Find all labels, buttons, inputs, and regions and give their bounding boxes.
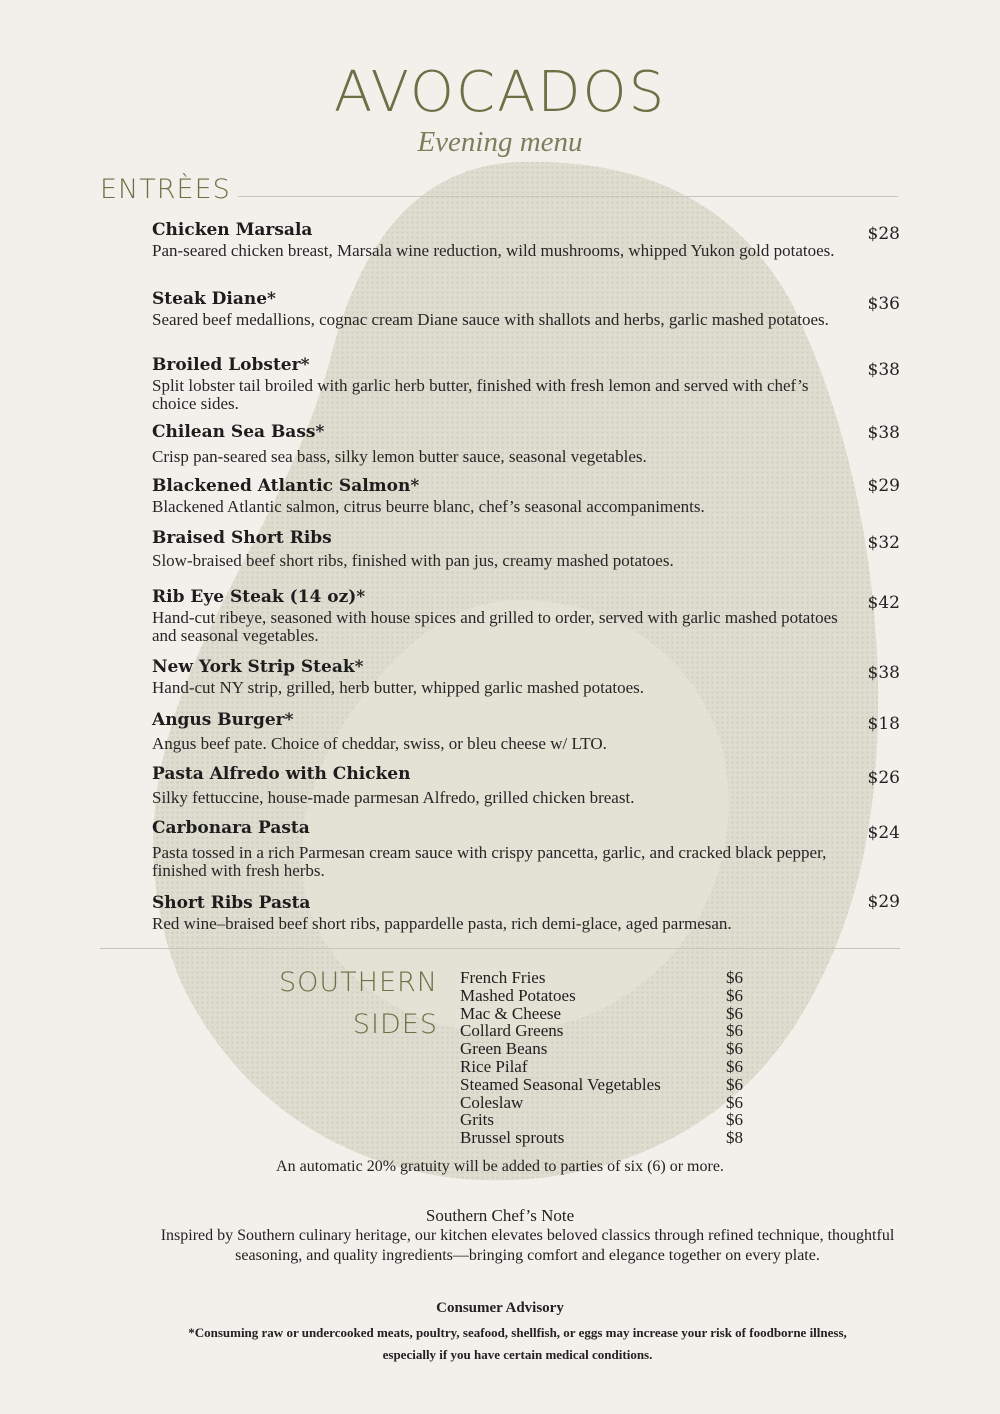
side-item-price: $6	[726, 985, 743, 1005]
side-item-name: Steamed Seasonal Vegetables	[460, 1074, 661, 1094]
menu-item	[152, 764, 857, 807]
menu-item	[152, 289, 857, 329]
menu-item-description: Slow-braised beef short ribs, finished with pan jus, creamy mashed potatoes.	[152, 551, 674, 570]
menu-item-description: Hand-cut ribeye, seasoned with house spices and grilled to order, served with garlic mashed potatoes and seasonal vegetables.	[152, 608, 838, 645]
side-item	[460, 1111, 760, 1129]
side-item-name: Collard Greens	[460, 1021, 564, 1041]
menu-item-name: Rib Eye Steak (14 oz)*	[152, 587, 366, 607]
menu-item	[152, 528, 857, 570]
side-item-name: Green Beans	[460, 1039, 548, 1059]
side-item	[460, 1005, 760, 1023]
menu-item-price: $29	[867, 476, 900, 496]
menu-item	[152, 710, 857, 753]
side-item-price: $6	[726, 968, 743, 987]
menu-item	[152, 657, 857, 697]
entrees-rule	[238, 196, 898, 197]
menu-item-description: Silky fettuccine, house-made parmesan Alfredo, grilled chicken breast.	[152, 788, 635, 807]
menu-item	[152, 818, 857, 880]
side-item	[460, 969, 760, 987]
side-item-name: Mac & Cheese	[460, 1003, 562, 1023]
menu-item-description: Hand-cut NY strip, grilled, herb butter, whipped garlic mashed potatoes.	[152, 678, 645, 697]
menu-subtitle: Evening menu	[417, 126, 583, 158]
restaurant-name: AVOCADOS	[333, 60, 667, 125]
side-item-price: $6	[726, 1003, 743, 1023]
menu-item	[152, 587, 857, 645]
menu-item-price: $18	[867, 714, 900, 734]
chef-note-title: Southern Chef’s Note	[425, 1206, 575, 1225]
advisory-title: Consumer Advisory	[436, 1300, 564, 1316]
menu-item-name: Steak Diane*	[152, 289, 276, 309]
menu-item-name: Carbonara Pasta	[152, 818, 310, 838]
menu-item-price: $32	[867, 533, 900, 553]
menu-item	[152, 476, 857, 516]
menu-item	[152, 422, 857, 466]
chef-note-body: Inspired by Southern culinary heritage, our kitchen elevates beloved classics through refined technique, thoughtful seasoning, and quality ingredients—bringing comfort and elegance together on every plate.	[160, 1227, 895, 1264]
menu-item-price: $28	[867, 224, 900, 244]
menu-item-description: Red wine–braised beef short ribs, pappardelle pasta, rich demi-glace, aged parmesan.	[152, 914, 732, 933]
menu-item-price: $38	[867, 423, 900, 443]
advisory-body: *Consuming raw or undercooked meats, poultry, seafood, shellfish, or eggs may increase your risk of foodborne illness, especially if you have certain medical conditions.	[188, 1325, 847, 1362]
gratuity-note: An automatic 20% gratuity will be added to parties of six (6) or more.	[276, 1158, 724, 1175]
menu-item-name: New York Strip Steak*	[152, 657, 364, 677]
side-item-price: $6	[726, 1110, 743, 1130]
menu-item-description: Split lobster tail broiled with garlic herb butter, finished with fresh lemon and served with chef’s choice sides.	[152, 376, 809, 413]
menu-item-description: Angus beef pate. Choice of cheddar, swiss, or bleu cheese w/ LTO.	[152, 734, 607, 753]
side-item-name: Grits	[460, 1110, 494, 1130]
side-item-price: $6	[726, 1039, 743, 1059]
menu-item-price: $38	[867, 663, 900, 683]
side-item-name: French Fries	[460, 968, 546, 987]
side-item-name: Rice Pilaf	[460, 1056, 528, 1076]
menu-item-name: Braised Short Ribs	[152, 528, 332, 548]
menu-item-name: Short Ribs Pasta	[152, 893, 311, 913]
menu-item-price: $24	[867, 823, 900, 843]
menu-item	[152, 355, 857, 413]
side-item-price: $8	[726, 1128, 743, 1148]
side-item	[460, 1129, 760, 1147]
side-item	[460, 1076, 760, 1094]
side-item	[460, 1022, 760, 1040]
side-item	[460, 1094, 760, 1112]
side-item-name: Mashed Potatoes	[460, 985, 576, 1005]
sides-heading	[270, 962, 438, 1046]
side-item-price: $6	[726, 1074, 743, 1094]
menu-item-price: $36	[867, 294, 900, 314]
menu-item-price: $26	[867, 768, 900, 788]
menu-item-price: $38	[867, 360, 900, 380]
side-item-name: Coleslaw	[460, 1092, 524, 1112]
menu-item-name: Chilean Sea Bass*	[152, 422, 325, 442]
menu-item-price: $29	[867, 892, 900, 912]
menu-item-description: Pan-seared chicken breast, Marsala wine reduction, wild mushrooms, whipped Yukon gold potatoes.	[152, 241, 835, 260]
sides-heading-line1: SOUTHERN	[279, 967, 438, 998]
side-item	[460, 1040, 760, 1058]
side-item	[460, 987, 760, 1005]
menu-item-description: Pasta tossed in a rich Parmesan cream sauce with crispy pancetta, garlic, and cracked black pepper, finished with fresh herbs.	[152, 843, 827, 880]
menu-item-name: Blackened Atlantic Salmon*	[152, 476, 420, 496]
menu-item-name: Pasta Alfredo with Chicken	[152, 764, 411, 784]
section-divider	[100, 948, 900, 949]
sides-heading-line2: SIDES	[352, 1009, 438, 1040]
menu-item-price: $42	[867, 593, 900, 613]
menu-item	[152, 893, 872, 933]
entrees-heading: ENTRÈES	[100, 174, 231, 205]
menu-item-name: Angus Burger*	[152, 710, 294, 730]
menu-item-name: Chicken Marsala	[152, 220, 313, 240]
menu-item	[152, 220, 857, 260]
menu-item-description: Crisp pan-seared sea bass, silky lemon butter sauce, seasonal vegetables.	[152, 447, 647, 466]
side-item-name: Brussel sprouts	[460, 1128, 565, 1148]
side-item-price: $6	[726, 1092, 743, 1112]
side-item	[460, 1058, 760, 1076]
menu-item-name: Broiled Lobster*	[152, 355, 310, 375]
menu-item-description: Blackened Atlantic salmon, citrus beurre blanc, chef’s seasonal accompaniments.	[152, 497, 705, 516]
sides-list	[460, 969, 760, 1147]
side-item-price: $6	[726, 1056, 743, 1076]
side-item-price: $6	[726, 1021, 743, 1041]
menu-item-description: Seared beef medallions, cognac cream Diane sauce with shallots and herbs, garlic mashed potatoes.	[152, 310, 829, 329]
